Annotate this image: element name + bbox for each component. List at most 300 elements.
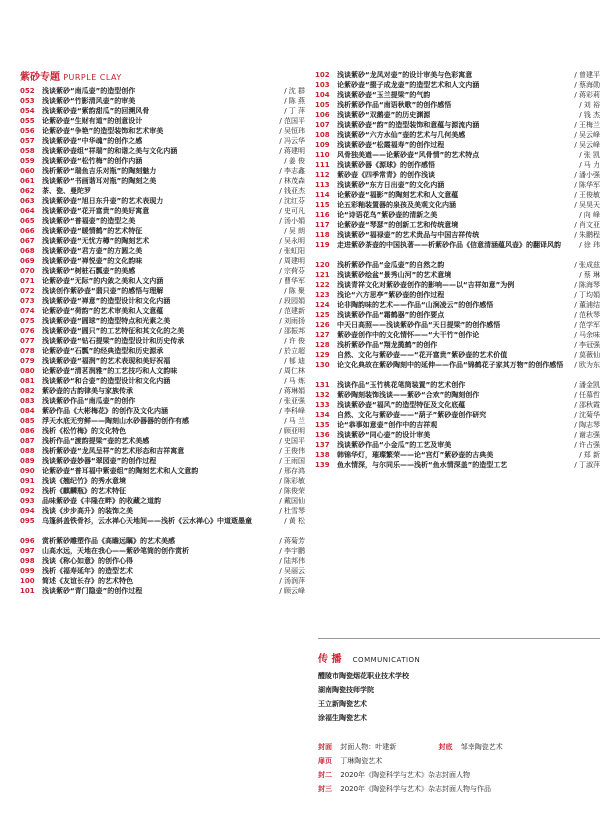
toc-title: 浅谈紫砂“福禄壶”的艺术贵品与中国吉祥传统 [337, 231, 480, 239]
toc-row[interactable] [315, 360, 600, 380]
cover-f3-label: 封三 [318, 785, 332, 793]
toc-author: / 吴丽云 [279, 567, 305, 575]
toc-row[interactable] [20, 366, 305, 376]
toc-row[interactable] [315, 460, 600, 480]
toc-title: 浅析紫砂作品“金瓜壶”的自然之韵 [337, 261, 445, 269]
toc-title: 浅谈紫砂壶“君方壶”的方圆之美 [42, 247, 143, 255]
toc-author: / 汤小娟 [279, 217, 305, 225]
toc-page-number: 082 [20, 387, 35, 395]
toc-row[interactable] [20, 456, 305, 466]
toc-author: / 马余味 [574, 331, 600, 339]
toc-author: / 潘金凯 [574, 381, 600, 389]
toc-row[interactable] [315, 290, 600, 300]
toc-row[interactable] [20, 436, 305, 446]
toc-row[interactable] [315, 410, 600, 420]
toc-title: 浅谈紫砂壶妙器“翠园壶”的创作过程 [42, 457, 157, 465]
toc-title: 浅析《麒麟瓶》的艺术特征 [42, 487, 126, 495]
toc-row[interactable] [315, 320, 600, 330]
toc-author: / 蒋琳娟 [279, 387, 305, 395]
toc-page-number: 125 [315, 311, 330, 319]
toc-page-number: 129 [315, 351, 330, 359]
toc-title: 浅谈紫砂壶“禅意”的造型设计和文化内涵 [42, 297, 171, 305]
toc-page-number: 089 [20, 457, 35, 465]
toc-page-number: 069 [20, 257, 35, 265]
toc-row[interactable] [20, 196, 305, 206]
section-title-cn: 紫砂专题 [20, 72, 60, 83]
toc-row[interactable] [315, 430, 600, 440]
toc-title: 简述《友谊长存》的艺术特色 [42, 577, 133, 585]
toc-author: / 陶志琴 [574, 421, 600, 429]
toc-title: 浅谈紫砂“双鹅壶”的历史渊源 [337, 111, 431, 119]
toc-row[interactable] [20, 466, 305, 476]
toc-author: / 郑 新 [579, 451, 600, 459]
toc-row[interactable] [20, 376, 305, 386]
toc-row[interactable] [20, 236, 305, 246]
toc-row[interactable] [20, 266, 305, 276]
toc-title: 论紫砂壶“掇子成龙壶”的造型艺术和人文内涵 [337, 81, 480, 89]
toc-row[interactable] [20, 346, 305, 356]
toc-author: / 丁 萍 [284, 107, 305, 115]
toc-page-number: 093 [20, 497, 35, 505]
toc-title: 浅谈紫砂“普福壶”的造型之美 [42, 217, 136, 225]
cover-fei-label: 扉页 [318, 757, 332, 765]
toc-row[interactable] [20, 576, 305, 586]
toc-title: 浅析紫砂壶“龙凤呈祥”的艺术形态和吉祥寓意 [42, 447, 185, 455]
toc-page-number: 081 [20, 377, 35, 385]
toc-page-number: 086 [20, 427, 35, 435]
toc-row[interactable] [20, 386, 305, 396]
toc-row[interactable] [20, 216, 305, 226]
toc-title: 浅析紫砂作品“南语秋歌”的创作感悟 [337, 101, 452, 109]
toc-row[interactable] [315, 220, 600, 230]
toc-page-number: 111 [315, 161, 330, 169]
toc-title: 浅谈紫砂“南瓜壶”的造型创作 [42, 87, 136, 95]
toc-row[interactable] [20, 156, 305, 166]
toc-page-number: 067 [20, 237, 35, 245]
cover-info [318, 740, 603, 796]
toc-page-number: 095 [20, 517, 35, 525]
toc-author: / 范国平 [279, 117, 305, 125]
toc-page-number: 053 [20, 97, 35, 105]
toc-row[interactable] [315, 180, 600, 190]
toc-author: / 马 力 [579, 161, 600, 169]
toc-author: / 蔡 琳 [579, 271, 600, 279]
toc-author: / 宗荷芬 [279, 267, 305, 275]
toc-title: 鱼水情深，与尔同乐——浅析“鱼水情深盖”的造型工艺 [337, 461, 508, 469]
toc-page-number: 106 [315, 111, 330, 119]
toc-page-number: 121 [315, 271, 330, 279]
toc-row[interactable] [20, 566, 305, 576]
toc-title: 论紫砂壶“生财有道”的创意设计 [42, 117, 143, 125]
toc-title: 浅谈紫砂壶“韵”的造型装饰和意蕴与源流内涵 [337, 121, 480, 129]
toc-author: / 周建明 [279, 257, 305, 265]
toc-row[interactable] [20, 446, 305, 456]
toc-row[interactable] [20, 286, 305, 296]
toc-title: 浅谈紫砂“和合壶”的造型设计和文化内涵 [42, 377, 171, 385]
toc-page-number: 131 [315, 381, 330, 389]
toc-row[interactable] [315, 350, 600, 360]
toc-page-number: 075 [20, 317, 35, 325]
toc-author: / 欧为东 [574, 361, 600, 369]
toc-page-number: 096 [20, 537, 35, 545]
toc-row[interactable] [20, 136, 305, 146]
toc-author: / 范学军 [574, 321, 600, 329]
toc-row[interactable] [20, 556, 305, 566]
cover-front-line [318, 740, 603, 754]
left-list [20, 86, 305, 596]
toc-row[interactable] [315, 90, 600, 100]
toc-page-number: 073 [20, 297, 35, 305]
toc-title: 论非陶韵味的艺术——作品“山涧凌云”的创作感悟 [337, 301, 494, 309]
toc-row[interactable] [20, 416, 305, 426]
toc-title: 论“诗语花鸟”紫砂壶的清新之美 [337, 211, 438, 219]
toc-title: 浅析《福寿延年》的造型艺术 [42, 567, 133, 575]
toc-row[interactable] [315, 270, 600, 280]
toc-author: / 吴云峰 [574, 131, 600, 139]
toc-title: 赏析紫砂雕塑作品《高瞻远瞩》的艺术美感 [42, 537, 175, 545]
toc-title: 浅谈紫砂壶“花开富贵”的美好寓意 [42, 207, 150, 215]
toc-row[interactable] [315, 400, 600, 410]
toc-title: 自然、文化与紫砂壶——“葫子”紫砂壶创作研究 [337, 411, 487, 419]
toc-author: / 任慕哲 [574, 391, 600, 399]
toc-page-number: 060 [20, 167, 35, 175]
toc-row[interactable] [315, 150, 600, 160]
toc-author: / 邵振邦 [279, 327, 305, 335]
toc-row[interactable] [20, 146, 305, 156]
toc-author: / 向 峰 [579, 211, 600, 219]
toc-page-number: 103 [315, 81, 330, 89]
toc-row[interactable] [20, 116, 305, 126]
toc-author: / 许 俊 [284, 337, 305, 345]
toc-row[interactable] [315, 210, 600, 220]
toc-author: / 吴昊天 [574, 201, 600, 209]
toc-author: / 陈 燕 [284, 97, 305, 105]
toc-title: 浅谈紫砂壶“暖情鹤”的艺术特征 [42, 227, 143, 235]
toc-title: 浅谈紫砂“六方水仙”壶的艺术与几何美感 [337, 131, 466, 139]
toc-author: / 蒋彩莉 [574, 91, 600, 99]
toc-row[interactable] [20, 406, 305, 416]
cover-fei-text: 丁琳陶瓷艺术 [340, 757, 383, 765]
toc-page-number: 057 [20, 137, 35, 145]
toc-author: / 於立超 [279, 347, 305, 355]
toc-title: 浅谈紫砂壶“旭日东升壶”的艺术表现力 [42, 197, 164, 205]
toc-page-number: 126 [315, 321, 330, 329]
communication-item[interactable]: 王立新陶瓷艺术 [318, 700, 367, 708]
toc-row[interactable] [315, 390, 600, 400]
toc-author: / 顾云峰 [279, 587, 305, 595]
toc-row[interactable] [315, 240, 600, 260]
toc-author: / 徐 玮 [579, 241, 600, 249]
toc-row[interactable] [315, 280, 600, 290]
cover-f3-text: 2020年《陶瓷科学与艺术》杂志封面人物与作品 [340, 785, 492, 793]
toc-row[interactable] [20, 496, 305, 506]
toc-row[interactable] [315, 300, 600, 310]
toc-author: / 马 兰 [284, 417, 305, 425]
section-header [20, 68, 305, 83]
toc-row[interactable] [315, 340, 600, 350]
toc-title: 中天日高照——浅谈紫砂作品“天日提梁”的创作感悟 [337, 321, 501, 329]
toc-author: / 王俊伟 [279, 447, 305, 455]
toc-row[interactable] [20, 506, 305, 516]
toc-title: 风骨独美遒——论紫砂壶“风骨情”的艺术特点 [337, 151, 480, 159]
toc-title: 浅谈《称心如意》的创作心得 [42, 557, 133, 565]
toc-title: 品味紫砂壶《丰隆在畔》的收藏之道韵 [42, 497, 161, 505]
toc-title: 浅谈紫砂绘盆“景秀山河”的艺术意境 [337, 271, 452, 279]
toc-row[interactable] [20, 316, 305, 326]
toc-row[interactable] [20, 206, 305, 216]
toc-row[interactable] [20, 246, 305, 256]
toc-title: 论紫砂壶“琴瑟”的创新工艺和传统意境 [337, 221, 459, 229]
toc-page-number: 135 [315, 421, 330, 429]
toc-page-number: 136 [315, 431, 330, 439]
toc-title: 浅谈紫砂壶“福风”的造型特征及文化底蕴 [337, 401, 466, 409]
cover-front-text: 封面人物：叶建新 [340, 743, 397, 751]
toc-author: / 陈华军 [574, 181, 600, 189]
toc-author: / 王梅兰 [574, 121, 600, 129]
toc-page-number: 107 [315, 121, 330, 129]
toc-page-number: 114 [315, 191, 330, 199]
toc-title: 论紫砂壶“荷韵”的艺术审美和人文意蕴 [42, 307, 164, 315]
toc-author: / 顾亚明 [279, 427, 305, 435]
toc-row[interactable] [315, 160, 600, 170]
toc-page-number: 128 [315, 341, 330, 349]
toc-author: / 肖文亚 [574, 221, 600, 229]
toc-title: 浅谈紫砂作品“小金瓜”的工艺及审美 [337, 441, 452, 449]
toc-title: 浅谈紫砂“青门隐壶”的创作过程 [42, 587, 143, 595]
toc-page-number: 076 [20, 327, 35, 335]
toc-author: / 马 炼 [284, 377, 305, 385]
toc-page-number: 055 [20, 117, 35, 125]
toc-author: / 刘雨扬 [279, 317, 305, 325]
toc-row[interactable] [20, 476, 305, 486]
toc-row[interactable] [20, 256, 305, 266]
toc-author: / 李科峰 [279, 407, 305, 415]
toc-title: 韩锦华灯，璀璨繁荣——论“宫灯”紫砂壶的古典美 [337, 451, 494, 459]
divider [318, 638, 600, 639]
toc-author: / 黄 松 [284, 517, 305, 525]
toc-title: 浅谈紫砂“龙凤对壶”的设计审美与色彩寓意 [337, 71, 473, 79]
toc-page-number: 133 [315, 401, 330, 409]
toc-page-number: 137 [315, 441, 330, 449]
toc-page-number: 065 [20, 217, 35, 225]
toc-page-number: 122 [315, 281, 330, 289]
toc-title: 论紫砂壶“石瓢”的经典造型和历史源承 [42, 347, 164, 355]
toc-row[interactable] [20, 486, 305, 496]
toc-author: / 冯云华 [279, 137, 305, 145]
toc-row[interactable] [315, 130, 600, 140]
toc-row[interactable] [20, 106, 305, 116]
toc-title: 走进紫砂茶壶的中国执著——析紫砂作品《信意清涵蕴风壶》的翻译风韵 [337, 241, 561, 249]
toc-title: 浅谈紫砂“竹影清风壶”的审美 [42, 97, 136, 105]
toc-title: 浅谈紫砂壶“无忧方樽”的陶刻艺术 [42, 237, 150, 245]
toc-author: / 邵秋霞 [574, 401, 600, 409]
toc-page-number: 061 [20, 177, 35, 185]
toc-row[interactable] [315, 120, 600, 130]
toc-page-number: 088 [20, 447, 35, 455]
toc-author: / 谢志强 [574, 431, 600, 439]
communication-item[interactable]: 醴陵市陶瓷烟花职业技术学校 [318, 672, 409, 680]
toc-page-number: 091 [20, 477, 35, 485]
toc-title: 浅谈紫砂作品“南瓜壶”的创作 [42, 397, 136, 405]
toc-author: / 张虹阳 [279, 247, 305, 255]
communication-section [318, 650, 598, 725]
toc-author: / 范建新 [279, 307, 305, 315]
toc-row[interactable] [315, 190, 600, 200]
cover-fei-line [318, 754, 603, 768]
toc-row[interactable] [315, 440, 600, 450]
toc-author: / 吴 朗 [284, 227, 305, 235]
toc-row[interactable] [20, 86, 305, 96]
toc-page-number: 080 [20, 367, 35, 375]
toc-page-number: 070 [20, 267, 35, 275]
toc-page-number: 062 [20, 187, 35, 195]
toc-row[interactable] [20, 336, 305, 346]
toc-row[interactable] [315, 420, 600, 430]
toc-page-number: 110 [315, 151, 330, 159]
toc-author: / 蒋菊芳 [279, 537, 305, 545]
toc-row[interactable] [20, 326, 305, 336]
toc-page-number: 127 [315, 331, 330, 339]
toc-author: / 钱亚杰 [279, 187, 305, 195]
toc-author: / 王俊敏 [574, 191, 600, 199]
toc-row[interactable] [315, 80, 600, 90]
toc-title: 山高水远，天地在我心——紫砂笔筒的创作赏析 [42, 547, 189, 555]
toc-page-number: 138 [315, 451, 330, 459]
toc-title: 紫砂壶《四季常青》的创作浅谈 [337, 171, 435, 179]
toc-title: 浅谈紫砂壶“玉兰提梁”的气韵 [337, 91, 431, 99]
toc-row[interactable] [20, 96, 305, 106]
toc-page-number: 139 [315, 461, 330, 469]
toc-author: / 郁 迪 [284, 357, 305, 365]
toc-author: / 李宇鹏 [279, 547, 305, 555]
communication-item[interactable]: 涂福生陶瓷艺术 [318, 714, 367, 722]
toc-title: 浅谈紫砂壶“圆只”的工艺特征和其文化的之美 [42, 327, 185, 335]
toc-page-number: 108 [315, 131, 330, 139]
toc-row[interactable] [315, 110, 600, 120]
toc-title: 浅谈紫砂壶“禅悦壶”的文化韵味 [42, 257, 143, 265]
toc-author: / 史可凡 [279, 207, 305, 215]
toc-row[interactable] [20, 166, 305, 176]
toc-page-number: 078 [20, 347, 35, 355]
toc-page-number: 101 [20, 587, 35, 595]
toc-page-number: 119 [315, 241, 330, 249]
toc-title: 浅谈紫砂壶“中华魂”的创作之感 [42, 137, 143, 145]
toc-row[interactable] [315, 200, 600, 210]
toc-page-number: 112 [315, 171, 330, 179]
toc-page-number: 097 [20, 547, 35, 555]
toc-row[interactable] [20, 516, 305, 536]
toc-row[interactable] [315, 380, 600, 390]
toc-author: / 陈海琴 [574, 281, 600, 289]
toc-author: / 张亚强 [279, 397, 305, 405]
toc-page-number: 084 [20, 407, 35, 415]
toc-row[interactable] [20, 126, 305, 136]
toc-author: / 陈彩敏 [279, 477, 305, 485]
toc-row[interactable] [20, 276, 305, 286]
toc-row[interactable] [20, 226, 305, 236]
toc-row[interactable] [315, 310, 600, 320]
toc-row[interactable] [315, 330, 600, 340]
toc-title: 浅谈紫砂壶“圆球”的造型特点和光素之美 [42, 317, 171, 325]
toc-page-number: 085 [20, 417, 35, 425]
toc-title: 浅谈紫砂器《源球》的创作感悟 [337, 161, 435, 169]
toc-author: / 张 凯 [579, 151, 600, 159]
toc-author: / 丁淑萍 [574, 461, 600, 469]
toc-row[interactable] [20, 176, 305, 186]
toc-row[interactable] [20, 426, 305, 436]
toc-page-number: 071 [20, 277, 35, 285]
cover-front-label: 封面 [318, 743, 332, 751]
toc-title: 浅谈紫砂壶“钻石提梁”的造型设计和历史传承 [42, 337, 185, 345]
toc-title: 浅谈紫砂壶“松竹梅”的创作内涵 [42, 157, 143, 165]
toc-row[interactable] [20, 396, 305, 406]
toc-row[interactable] [315, 230, 600, 240]
toc-page-number: 100 [20, 577, 35, 585]
toc-author: / 吴永明 [279, 237, 305, 245]
toc-row[interactable] [315, 70, 600, 80]
toc-author: / 刘 裕 [579, 101, 600, 109]
toc-title: 浅谈创作紫砂壶“翡只壶”的感悟与理解 [42, 287, 164, 295]
toc-page-number: 113 [315, 181, 330, 189]
toc-row[interactable] [315, 140, 600, 150]
toc-page-number: 134 [315, 411, 330, 419]
toc-title: 浅析作品“渡韵提梁”壶的艺术美感 [42, 437, 150, 445]
toc-row[interactable] [20, 356, 305, 366]
toc-row[interactable] [20, 546, 305, 556]
toc-author: / 许占强 [574, 441, 600, 449]
toc-page-number: 124 [315, 301, 330, 309]
toc-row[interactable] [315, 450, 600, 460]
toc-title: 浅谈紫砂壶“福润”的艺术表现和美好祝福 [42, 357, 171, 365]
toc-title: 紫砂作品《大彬梅花》的创作及文化内涵 [42, 407, 168, 415]
cover-f2-line [318, 768, 603, 782]
toc-page-number: 079 [20, 357, 35, 365]
communication-item[interactable]: 湖南陶瓷技师学院 [318, 686, 374, 694]
toc-page-number: 130 [315, 361, 330, 369]
toc-row[interactable] [315, 260, 600, 270]
toc-author: / 董浦结 [574, 301, 600, 309]
section-title-en: PURPLE CLAY [63, 73, 122, 82]
toc-page-number: 074 [20, 307, 35, 315]
toc-title: 浅谈紫砂壶组“祥瑞”的和谐之美与文化内涵 [42, 147, 178, 155]
toc-row[interactable] [20, 306, 305, 316]
toc-row[interactable] [20, 536, 305, 546]
toc-title: 论紫砂壶“普耳福中紫壶组”的陶刻艺术和人文意韵 [42, 467, 199, 475]
toc-page-number: 105 [315, 101, 330, 109]
toc-row[interactable] [20, 586, 305, 596]
toc-page-number: 072 [20, 287, 35, 295]
toc-page-number: 132 [315, 391, 330, 399]
toc-row[interactable] [315, 100, 600, 110]
toc-title: 浅谈《翘纪竹》的秀水意境 [42, 477, 126, 485]
toc-author: / 史国平 [279, 437, 305, 445]
toc-page-number: 090 [20, 467, 35, 475]
toc-page-number: 098 [20, 557, 35, 565]
toc-title: 论紫砂壶“争艳”的造型装饰和艺术审美 [42, 127, 164, 135]
toc-author: / 吴云峰 [574, 141, 600, 149]
toc-author: / 戴国仙 [279, 497, 305, 505]
toc-page-number: 094 [20, 507, 35, 515]
toc-page-number: 058 [20, 147, 35, 155]
toc-title: 论紫砂壶“无际”的内敛之美和人文内涵 [42, 277, 164, 285]
toc-row[interactable] [20, 296, 305, 306]
communication-title-cn: 传 播 [318, 654, 342, 665]
toc-title: 浅谈作品“玉竹桃花笔筒装置”的艺术创作 [337, 381, 466, 389]
toc-author: / 陈 聚 [284, 287, 305, 295]
toc-author: / 陈俊荣 [279, 487, 305, 495]
toc-row[interactable] [315, 170, 600, 180]
toc-row[interactable] [20, 186, 305, 196]
